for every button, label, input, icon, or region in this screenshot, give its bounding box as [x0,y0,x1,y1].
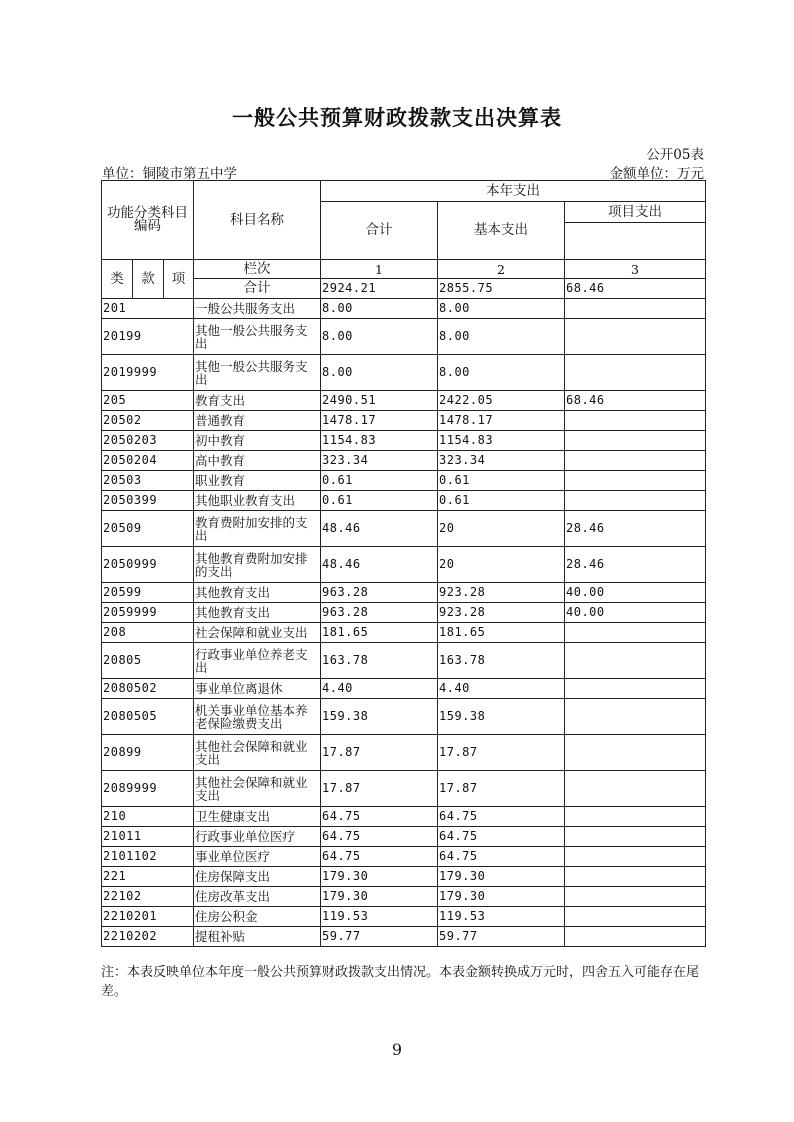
row-code: 2050399 [102,491,194,511]
row-project: 40.00 [565,603,706,623]
header-total: 合计 [321,202,438,260]
row-basic: 4.40 [438,679,565,699]
row-basic: 923.28 [438,583,565,603]
row-total: 48.46 [321,511,438,547]
row-code: 2080502 [102,679,194,699]
row-code: 208 [102,623,194,643]
sheet-code: 公开05表 [646,147,704,163]
table-row [102,511,706,547]
table-row [102,771,706,807]
row-code: 205 [102,391,194,411]
row-basic: 323.34 [438,451,565,471]
table-row [102,583,706,603]
row-total: 48.46 [321,547,438,583]
header-current-year-expenditure: 本年支出 [321,181,706,202]
table-row [102,491,706,511]
table-row [102,735,706,771]
reporting-unit: 单位：铜陵市第五中学 [102,166,237,182]
row-basic: 20 [438,547,565,583]
row-project: 28.46 [565,547,706,583]
page-number: 9 [391,1040,403,1059]
table-row [102,643,706,679]
row-total: 963.28 [321,583,438,603]
row-project [565,319,706,355]
row-basic: 64.75 [438,807,565,827]
row-project: 28.46 [565,511,706,547]
row-project [565,827,706,847]
row-code: 20599 [102,583,194,603]
row-subject-name: 社会保障和就业支出 [194,623,321,643]
amount-unit: 金额单位：万元 [609,166,704,182]
row-basic: 163.78 [438,643,565,679]
row-code: 221 [102,867,194,887]
row-subject-name: 事业单位离退休 [194,679,321,699]
row-project [565,643,706,679]
row-basic: 64.75 [438,847,565,867]
table-row [102,699,706,735]
row-total: 8.00 [321,319,438,355]
row-project [565,299,706,319]
table-row [102,603,706,623]
row-project [565,771,706,807]
row-total: 17.87 [321,771,438,807]
table-note: 注：本表反映单位本年度一般公共预算财政拨款支出情况。本表金额转换成万元时，四舍五入可能存在尾差。 [101,965,700,999]
row-code: 2050204 [102,451,194,471]
row-basic: 181.65 [438,623,565,643]
row-total: 179.30 [321,887,438,907]
row-code: 2050203 [102,431,194,451]
row-total: 163.78 [321,643,438,679]
row-project [565,491,706,511]
row-total: 179.30 [321,867,438,887]
table-row [102,319,706,355]
row-total: 2490.51 [321,391,438,411]
row-code: 2101102 [102,847,194,867]
row-project: 68.46 [565,391,706,411]
row-project [565,847,706,867]
row-code: 20503 [102,471,194,491]
row-project: 40.00 [565,583,706,603]
row-subject-name: 其他教育支出 [194,583,321,603]
table-row [102,679,706,699]
page-title: 一般公共预算财政拨款支出决算表 [232,106,562,130]
row-subject-name: 行政事业单位医疗 [194,827,321,847]
row-total: 64.75 [321,807,438,827]
row-subject-name: 其他教育费附加安排的支出 [194,547,321,583]
table-row [102,431,706,451]
header-col-1: 1 [321,260,438,279]
header-subject-name: 科目名称 [194,181,321,260]
row-subject-name: 住房改革支出 [194,887,321,907]
row-total: 963.28 [321,603,438,623]
header-col-3: 3 [565,260,706,279]
row-project [565,451,706,471]
table-row [102,807,706,827]
row-project [565,679,706,699]
row-total: 59.77 [321,927,438,947]
header-project-expenditure: 项目支出 [565,202,706,223]
row-basic: 1478.17 [438,411,565,431]
row-total: 1154.83 [321,431,438,451]
expenditure-table [101,180,706,947]
row-subject-name: 行政事业单位养老支出 [194,643,321,679]
row-code: 20805 [102,643,194,679]
header-col-2: 2 [438,260,565,279]
row-basic: 0.61 [438,471,565,491]
row-project [565,471,706,491]
table-row [102,471,706,491]
row-project [565,431,706,451]
row-code: 20199 [102,319,194,355]
header-project-blank [565,223,706,260]
sum-basic: 2855.75 [438,279,565,299]
row-code: 210 [102,807,194,827]
row-subject-name: 其他社会保障和就业支出 [194,771,321,807]
row-subject-name: 事业单位医疗 [194,847,321,867]
row-total: 4.40 [321,679,438,699]
row-project [565,927,706,947]
sum-label: 合计 [194,279,321,299]
row-basic: 64.75 [438,827,565,847]
row-basic: 179.30 [438,867,565,887]
row-subject-name: 高中教育 [194,451,321,471]
row-project [565,699,706,735]
row-total: 0.61 [321,471,438,491]
row-code: 20509 [102,511,194,547]
table-row [102,867,706,887]
row-basic: 1154.83 [438,431,565,451]
row-subject-name: 住房保障支出 [194,867,321,887]
row-total: 1478.17 [321,411,438,431]
row-total: 64.75 [321,847,438,867]
row-code: 201 [102,299,194,319]
table-row [102,451,706,471]
row-project [565,907,706,927]
row-subject-name: 卫生健康支出 [194,807,321,827]
row-project [565,735,706,771]
header-lei: 类 [102,260,133,299]
row-basic: 8.00 [438,355,565,391]
header-function-code: 功能分类科目编码 [102,181,194,260]
row-basic: 119.53 [438,907,565,927]
sum-total: 2924.21 [321,279,438,299]
row-code: 2019999 [102,355,194,391]
table-row [102,299,706,319]
row-project [565,887,706,907]
row-basic: 2422.05 [438,391,565,411]
row-subject-name: 初中教育 [194,431,321,451]
row-code: 2210202 [102,927,194,947]
row-basic: 0.61 [438,491,565,511]
table-row [102,547,706,583]
table-row [102,907,706,927]
row-basic: 8.00 [438,319,565,355]
row-total: 159.38 [321,699,438,735]
row-total: 119.53 [321,907,438,927]
table-row [102,847,706,867]
row-total: 0.61 [321,491,438,511]
header-kuan: 款 [133,260,164,299]
row-basic: 159.38 [438,699,565,735]
table-row [102,391,706,411]
row-subject-name: 一般公共服务支出 [194,299,321,319]
row-total: 181.65 [321,623,438,643]
row-subject-name: 教育支出 [194,391,321,411]
row-subject-name: 其他一般公共服务支出 [194,319,321,355]
row-project [565,807,706,827]
sum-project: 68.46 [565,279,706,299]
table-row [102,927,706,947]
row-code: 21011 [102,827,194,847]
row-code: 2080505 [102,699,194,735]
row-subject-name: 其他一般公共服务支出 [194,355,321,391]
table-row [102,411,706,431]
row-total: 8.00 [321,299,438,319]
table-row [102,887,706,907]
row-subject-name: 住房公积金 [194,907,321,927]
row-code: 20502 [102,411,194,431]
header-column-no: 栏次 [194,260,321,279]
header-basic-expenditure: 基本支出 [438,202,565,260]
table-row [102,827,706,847]
header-xiang: 项 [164,260,194,299]
row-code: 20899 [102,735,194,771]
row-subject-name: 其他教育支出 [194,603,321,623]
row-basic: 179.30 [438,887,565,907]
row-subject-name: 普通教育 [194,411,321,431]
row-basic: 59.77 [438,927,565,947]
row-total: 323.34 [321,451,438,471]
row-total: 8.00 [321,355,438,391]
row-subject-name: 机关事业单位基本养老保险缴费支出 [194,699,321,735]
row-basic: 8.00 [438,299,565,319]
row-code: 2050999 [102,547,194,583]
row-subject-name: 职业教育 [194,471,321,491]
table-row [102,355,706,391]
row-subject-name: 其他社会保障和就业支出 [194,735,321,771]
row-subject-name: 其他职业教育支出 [194,491,321,511]
row-code: 22102 [102,887,194,907]
row-basic: 17.87 [438,771,565,807]
row-total: 64.75 [321,827,438,847]
row-basic: 20 [438,511,565,547]
row-code: 2210201 [102,907,194,927]
row-project [565,867,706,887]
row-code: 2089999 [102,771,194,807]
row-project [565,355,706,391]
row-code: 2059999 [102,603,194,623]
row-total: 17.87 [321,735,438,771]
row-project [565,411,706,431]
row-basic: 17.87 [438,735,565,771]
row-subject-name: 提租补贴 [194,927,321,947]
row-subject-name: 教育费附加安排的支出 [194,511,321,547]
row-project [565,623,706,643]
table-row [102,623,706,643]
row-basic: 923.28 [438,603,565,623]
